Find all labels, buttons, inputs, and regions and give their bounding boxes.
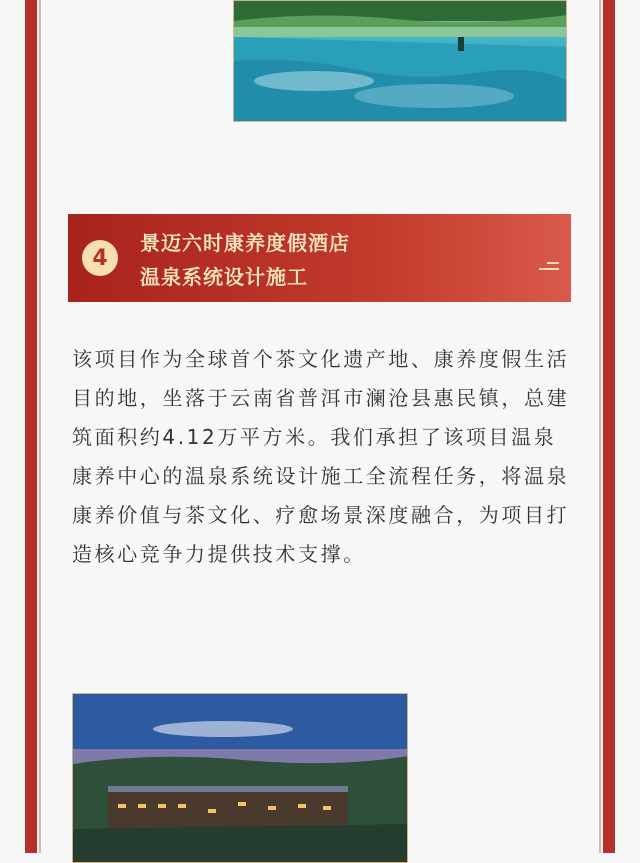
decorative-border-left bbox=[25, 0, 37, 853]
section-title bbox=[140, 226, 350, 294]
decorative-border-right bbox=[603, 0, 615, 853]
hot-spring-pool-photo bbox=[233, 0, 567, 122]
section-title-line2: 温泉系统设计施工 bbox=[140, 265, 308, 289]
section-title-line1: 景迈六时康养度假酒店 bbox=[140, 231, 350, 255]
section-header bbox=[68, 214, 571, 302]
project-description: 该项目作为全球首个茶文化遗产地、康养度假生活目的地，坐落于云南省普洱市澜沧县惠民镇，总建筑面积约4.12万平方米。我们承担了该项目温泉康养中心的温泉系统设计施工全流程任务，将温泉康养价值与茶文化、疗愈场景深度融合，为项目打造核心竞争力提供技术支撑。 bbox=[72, 347, 570, 566]
hotel-photo bbox=[72, 693, 408, 863]
menu-icon bbox=[539, 262, 559, 274]
section-number-badge: 4 bbox=[82, 240, 118, 276]
